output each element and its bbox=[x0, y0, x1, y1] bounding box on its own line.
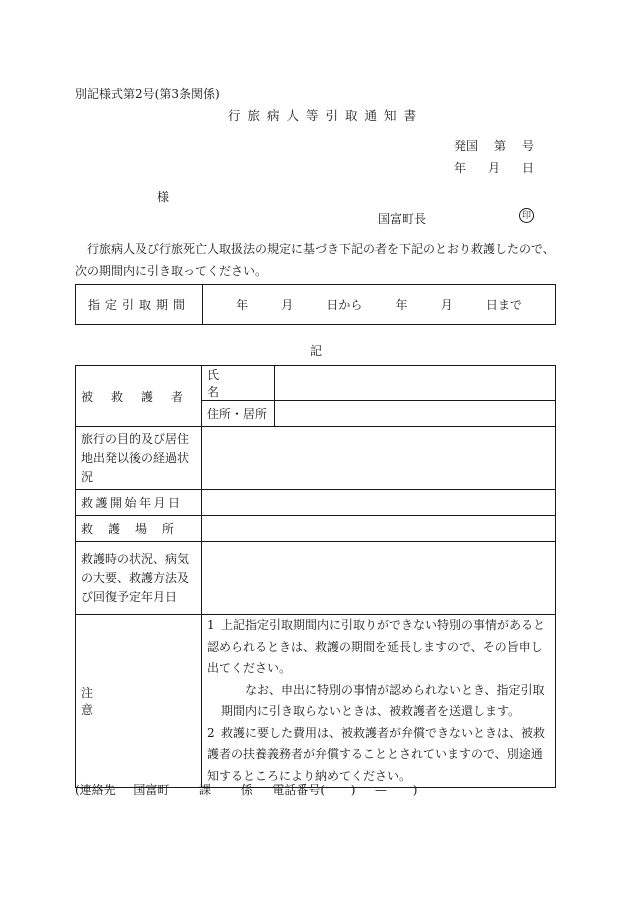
place-label: 救護場所 bbox=[81, 522, 190, 536]
note-1 bbox=[207, 615, 550, 680]
contact-footer bbox=[75, 781, 417, 798]
date-year: 年 bbox=[454, 161, 467, 175]
issue-prefix: 発国 bbox=[454, 139, 479, 153]
name-label: 氏名 bbox=[207, 368, 248, 399]
number-go: 号 bbox=[521, 139, 534, 153]
travel-label-cell bbox=[76, 427, 202, 490]
footer-end: ) bbox=[412, 783, 418, 797]
document-date-line bbox=[454, 159, 534, 176]
issuer: 国富町長 bbox=[378, 212, 427, 226]
footer-dash: — bbox=[375, 783, 388, 797]
note-1-number: 1 bbox=[207, 618, 215, 632]
footer-ka: 課 bbox=[199, 783, 212, 797]
intro-paragraph bbox=[75, 238, 565, 282]
footer-close-paren: ) bbox=[350, 783, 356, 797]
pickup-period-box bbox=[75, 284, 556, 325]
condition-label-cell bbox=[76, 542, 202, 615]
details-table bbox=[75, 365, 556, 788]
address-value-cell bbox=[275, 401, 556, 427]
ki-heading: 記 bbox=[310, 344, 323, 358]
period-from-month: 月 bbox=[281, 298, 294, 312]
period-to-year: 年 bbox=[395, 298, 408, 312]
start-date-value-cell bbox=[202, 490, 556, 516]
travel-value-cell bbox=[202, 427, 556, 490]
notes-label: 注意 bbox=[81, 686, 184, 717]
pickup-period-value bbox=[203, 285, 555, 324]
footer-town: 国富町 bbox=[133, 783, 170, 797]
person-label-text: 被救護者 bbox=[81, 389, 202, 404]
document-title: 行旅病人等引取通知書 bbox=[228, 108, 424, 123]
address-label: 住所・居所 bbox=[207, 407, 268, 421]
start-date-label: 救護開始年月日 bbox=[81, 496, 183, 510]
period-to-day: 日まで bbox=[485, 298, 522, 312]
note-2-number: 2 bbox=[207, 725, 215, 740]
note-1-sub-text: なお、申出に特別の事情が認められないとき、指定引取期間内に引き取らないときは、被救護者を送還します。 bbox=[221, 682, 545, 718]
condition-label: 救護時の状況、病気の大要、救護方法及び回復予定年月日 bbox=[81, 551, 190, 604]
note-2 bbox=[207, 723, 550, 788]
person-label bbox=[81, 388, 202, 405]
form-id: 別記様式第2号(第3条関係) bbox=[75, 87, 220, 101]
note-2-text: 救護に要した費用は、被救護者が弁償できないときは、被救護者の扶養義務者が弁償することとされていますので、別途通知するところにより納めてください。 bbox=[207, 725, 546, 783]
intro-text: 行旅病人及び行旅死亡人取扱法の規定に基づき下記の者を下記のとおり救護したので、次の期間内に引き取ってください。 bbox=[75, 242, 555, 278]
place-value-cell bbox=[202, 516, 556, 542]
place-label-cell bbox=[76, 516, 202, 542]
period-from-day: 日から bbox=[326, 298, 363, 312]
pickup-period-label: 指定引取期間 bbox=[76, 285, 203, 324]
footer-open: (連絡先 bbox=[75, 783, 116, 797]
footer-kakari: 係 bbox=[240, 783, 253, 797]
addressee-suffix: 様 bbox=[157, 190, 170, 204]
period-to-month: 月 bbox=[440, 298, 453, 312]
document-number-line bbox=[454, 137, 534, 154]
date-month: 月 bbox=[487, 161, 500, 175]
notes-cell bbox=[202, 615, 556, 788]
seal-icon: 印 bbox=[519, 208, 534, 223]
condition-value-cell bbox=[202, 542, 556, 615]
date-day: 日 bbox=[521, 161, 534, 175]
start-date-label-cell bbox=[76, 490, 202, 516]
name-label-cell bbox=[202, 366, 275, 401]
name-value-cell bbox=[275, 366, 556, 401]
period-from-year: 年 bbox=[236, 298, 249, 312]
travel-label: 旅行の目的及び居住地出発以後の経過状況 bbox=[81, 431, 190, 484]
address-label-cell bbox=[202, 401, 275, 427]
number-dai: 第 bbox=[493, 139, 506, 153]
note-1-sub bbox=[207, 680, 550, 723]
footer-phone: 電話番号( bbox=[272, 783, 326, 797]
notes-label-cell bbox=[76, 615, 202, 788]
note-1-text: 上記指定引取期間内に引取りができない特別の事情があると認められるときは、救護の期間を延長しますので、その旨申し出てください。 bbox=[207, 618, 546, 675]
person-label-cell bbox=[76, 366, 202, 427]
